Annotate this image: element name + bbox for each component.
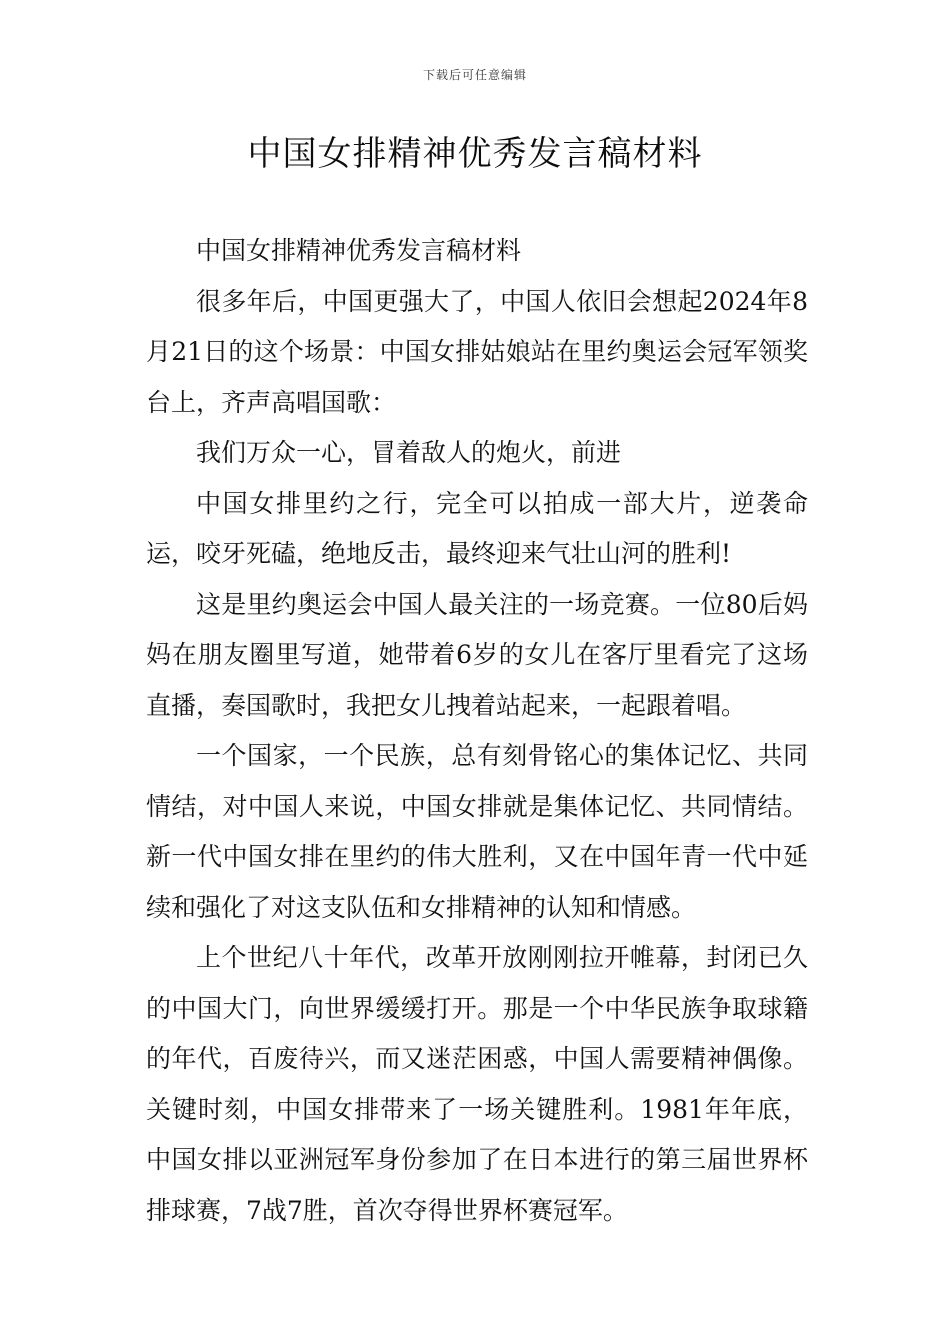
header-note: 下载后可任意编辑 xyxy=(422,68,527,82)
document-title: 中国女排精神优秀发言稿材料 xyxy=(247,134,703,174)
paragraph-2: 中国女排里约之行，完全可以拍成一部大片，逆袭命运，咬牙死磕，绝地反击，最终迎来气壮山河的胜利! xyxy=(146,488,808,568)
paragraph-subtitle: 中国女排精神优秀发言稿材料 xyxy=(196,236,522,265)
paragraph-anthem-line: 我们万众一心，冒着敌人的炮火，前进 xyxy=(196,438,622,467)
paragraph-4: 一个国家，一个民族，总有刻骨铭心的集体记忆、共同情结，对中国人来说，中国女排就是集体记忆、共同情结。新一代中国女排在里约的伟大胜利，又在中国年青一代中延续和强化了对这支队伍和女排精神的认知和情感。 xyxy=(146,741,808,922)
paragraph-3: 这是里约奥运会中国人最关注的一场竞赛。一位80后妈妈在朋友圈里写道，她带着6岁的女儿在客厅里看完了这场直播，奏国歌时，我把女儿拽着站起来，一起跟着唱。 xyxy=(146,589,808,720)
document-body xyxy=(146,226,808,1236)
paragraph-1: 很多年后，中国更强大了，中国人依旧会想起2024年8月21日的这个场景：中国女排姑娘站在里约奥运会冠军领奖台上，齐声高唱国歌： xyxy=(146,286,808,417)
paragraph-5: 上个世纪八十年代，改革开放刚刚拉开帷幕，封闭已久的中国大门，向世界缓缓打开。那是一个中华民族争取球籍的年代，百废待兴，而又迷茫困惑，中国人需要精神偶像。关键时刻，中国女排带来了一场关键胜利。1981年年底，中国女排以亚洲冠军身份参加了在日本进行的第三届世界杯排球赛，7战7胜，首次夺得世界杯赛冠军。 xyxy=(146,943,808,1225)
